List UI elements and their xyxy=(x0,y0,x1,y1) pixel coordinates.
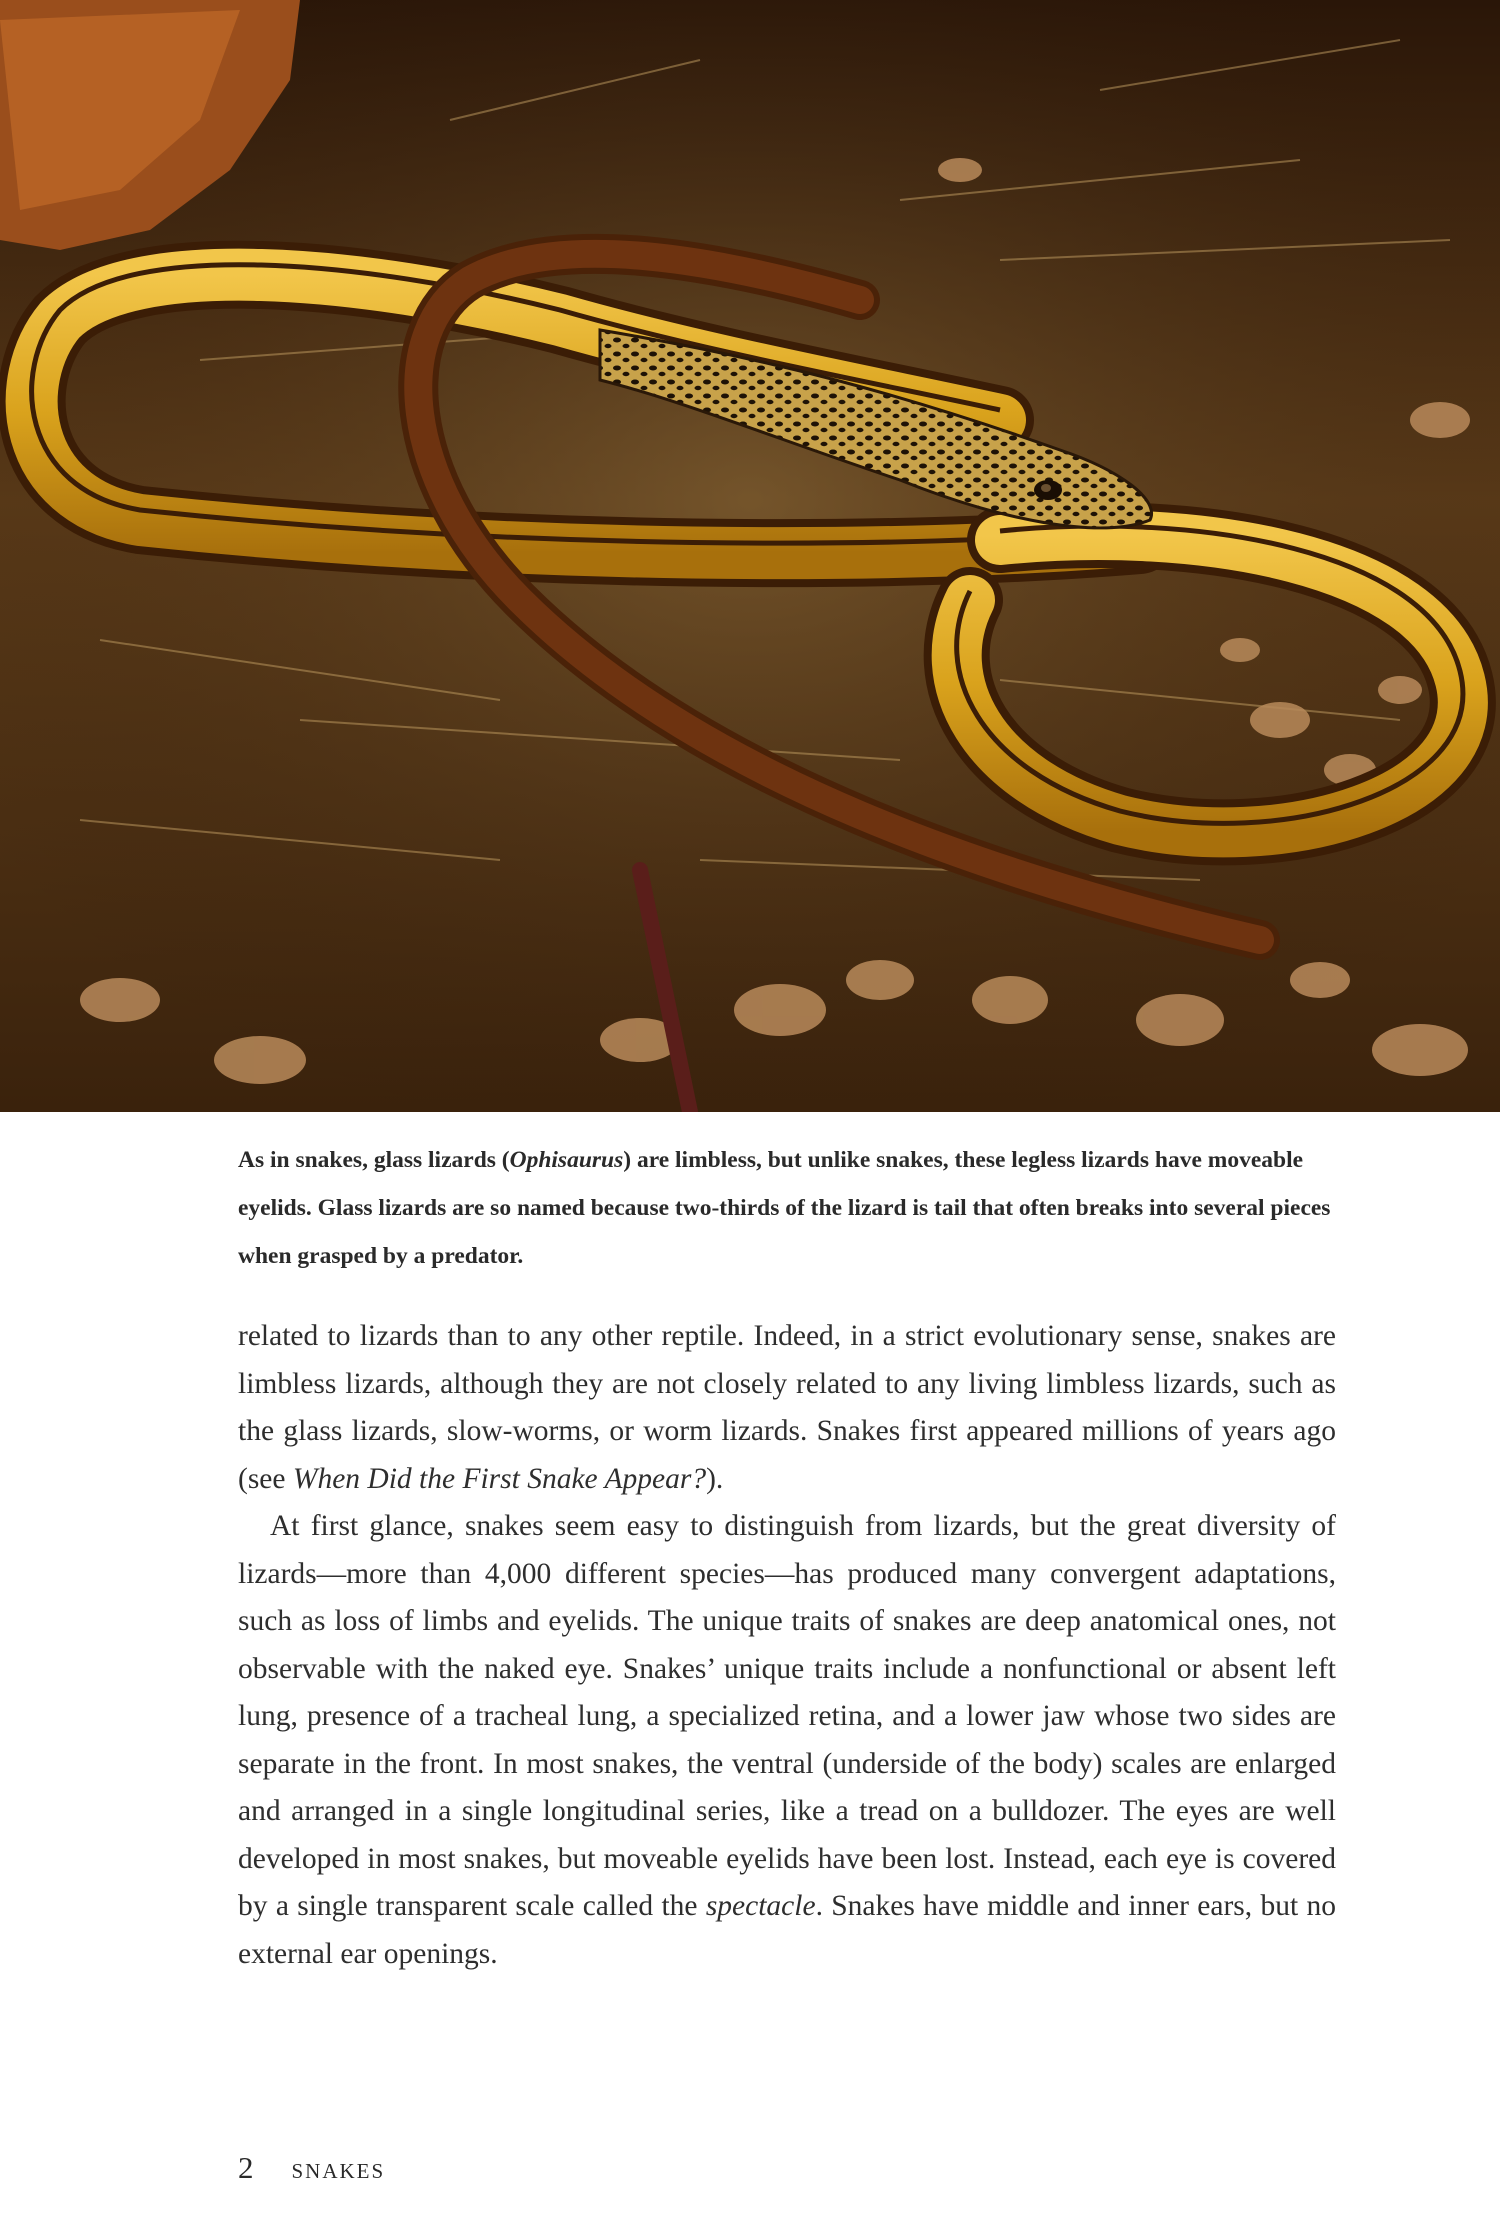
paragraph-2 xyxy=(238,1503,1336,1978)
paragraph-2-text-start: At first glance, snakes seem easy to distinguish from lizards, but the great diversity of lizards—more than 4,000 different species—has produced many convergent adaptations, such as loss of limbs and eyelids. The unique traits of snakes are deep anatomical ones, not observable with the naked eye. Snakes’ unique traits include a nonfunctional or absent left lung, presence of a tracheal lung, a specialized retina, and a lower jaw whose two sides are separate in the front. In most snakes, the ventral (underside of the body) scales are enlarged and arranged in a single longitudinal series, like a tread on a bulldozer. The eyes are well developed in most snakes, but moveable eyelids have been lost. Instead, each eye is covered by a single transparent scale called the xyxy=(238,1510,1336,1922)
paragraph-1 xyxy=(238,1313,1336,1503)
paragraph-1-text-start: related to lizards than to any other reptile. Indeed, in a strict evolutionary sense, snakes are limbless lizards, although they are not closely related to any living limbless lizards, such as the glass lizards, slow-worms, or worm lizards. Snakes first appeared millions of years ago (see xyxy=(238,1320,1336,1495)
running-head: SNAKES xyxy=(291,2159,386,2183)
page-footer xyxy=(238,2150,385,2186)
page-number: 2 xyxy=(238,2150,254,2185)
caption-text-end: ) are limbless, but unlike snakes, these legless lizards have moveable eyelids. Glass lizards are so named because two-thirds of the lizard is tail that often breaks into several pieces when grasped by a predator. xyxy=(238,1147,1331,1269)
caption-text-start: As in snakes, glass lizards ( xyxy=(238,1147,510,1173)
cross-reference: When Did the First Snake Appear? xyxy=(292,1462,707,1495)
photo-caption xyxy=(238,1136,1358,1280)
body-text xyxy=(238,1313,1336,1978)
term-spectacle: spectacle xyxy=(705,1890,816,1922)
caption-genus: Ophisaurus xyxy=(509,1147,624,1173)
paragraph-2-text-end: . Snakes have middle and inner ears, but no external ear openings. xyxy=(238,1890,1336,1970)
paragraph-1-text-end: ). xyxy=(706,1462,724,1495)
